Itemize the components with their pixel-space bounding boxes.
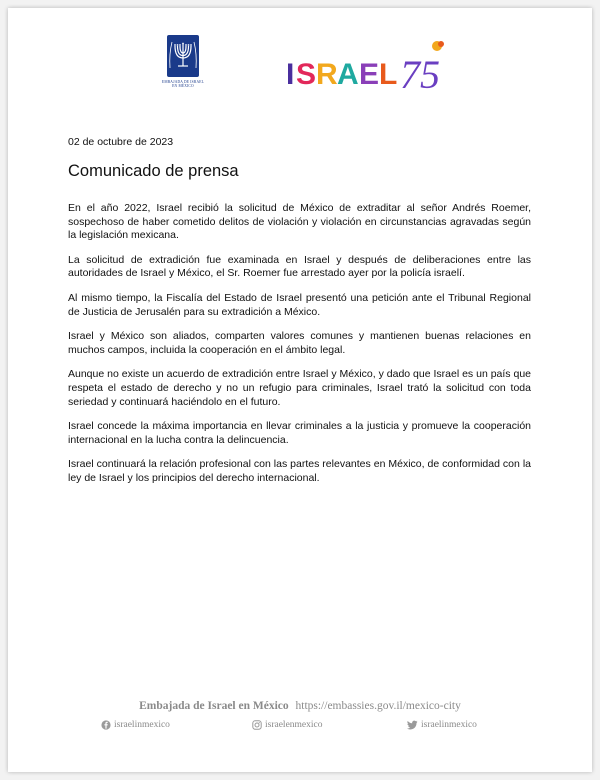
instagram-icon — [252, 720, 262, 730]
logo-accent-dot-small — [438, 41, 444, 47]
logo-number-75: 75 — [400, 52, 440, 97]
document-body — [68, 202, 531, 497]
israel-75-logo — [284, 38, 454, 98]
paragraph: En el año 2022, Israel recibió la solicitud de México de extraditar al señor Andrés Roemer, sospechoso de haber cometido delitos de violación y violación en circunstancias agravadas según la legislación mexicana. — [68, 202, 531, 242]
social-twitter[interactable] — [407, 720, 477, 730]
document-page — [8, 8, 592, 772]
paragraph: Al mismo tiempo, la Fiscalía del Estado de Israel presentó una petición ante el Tribunal Regional de Justicia de Jerusalén para su extradición a México. — [68, 291, 531, 318]
logo-letter-l: L — [379, 58, 398, 91]
footer-embassy-name: Embajada de Israel en México — [139, 700, 289, 712]
footer-url[interactable]: https://embassies.gov.il/mexico-city — [295, 700, 461, 712]
social-handle: israelinmexico — [421, 720, 477, 730]
document-title: Comunicado de prensa — [68, 162, 239, 180]
social-handle: israelinmexico — [114, 720, 170, 730]
social-facebook[interactable] — [101, 720, 170, 730]
document-footer — [8, 700, 592, 730]
social-instagram[interactable] — [252, 720, 323, 730]
logo-letter-i: I — [286, 58, 295, 91]
logo-letter-a: A — [337, 58, 359, 91]
menorah-emblem-icon — [166, 34, 200, 78]
logo-letter-s: S — [296, 58, 317, 91]
paragraph: Israel continuará la relación profesional con las partes relevantes en México, de conformidad con la ley de Israel y los principios del derecho internacional. — [68, 458, 531, 484]
social-handle: israelenmexico — [265, 720, 323, 730]
paragraph: La solicitud de extradición fue examinada en Israel y después de deliberaciones entre las autoridades de Israel y México, el Sr. Roemer fue arrestado ayer por la policía israelí. — [68, 253, 531, 280]
document-date: 02 de octubre de 2023 — [68, 136, 174, 148]
paragraph: Israel y México son aliados, comparten valores comunes y mantienen buenas relaciones en muchos campos, incluida la cooperación en el ámbito legal. — [68, 330, 531, 356]
emblem-caption-line2: EN MÉXICO — [172, 84, 194, 89]
footer-contact-line — [8, 700, 592, 712]
embassy-emblem — [158, 34, 208, 88]
paragraph: Aunque no existe un acuerdo de extradición entre Israel y México, y dado que Israel es un país que respeta el estado de derecho y no un refugio para criminales, Israel trató la solicitud con toda seriedad y continuará haciéndolo en el futuro. — [68, 368, 531, 408]
logo-letter-e: E — [359, 58, 380, 91]
facebook-icon — [101, 720, 111, 730]
twitter-icon — [407, 720, 418, 730]
paragraph: Israel concede la máxima importancia en llevar criminales a la justicia y promueve la cooperación internacional en la lucha contra la delincuencia. — [68, 420, 531, 446]
logo-letter-r: R — [316, 58, 338, 91]
emblem-caption — [158, 80, 208, 88]
emblem-caption-line1: EMBAJADA DE ISRAEL — [161, 80, 205, 84]
